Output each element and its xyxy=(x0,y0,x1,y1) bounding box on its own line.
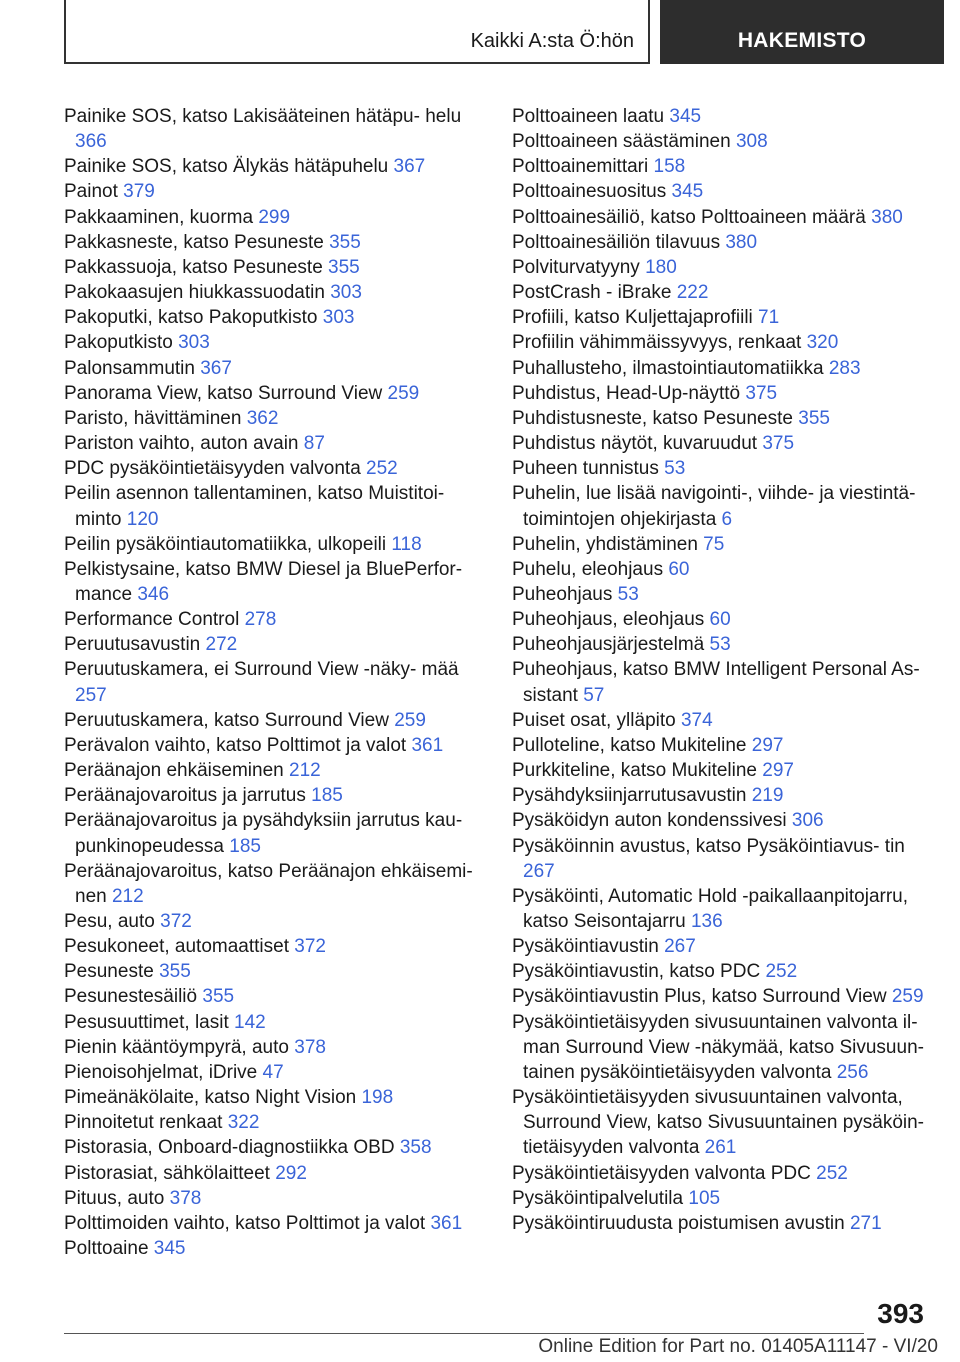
entry-term: Polttoainemittari xyxy=(512,156,649,178)
page-link[interactable]: 283 xyxy=(828,357,861,379)
index-entry xyxy=(64,1135,474,1160)
entry-term: Pakokaasujen hiukkassuodatin xyxy=(64,282,325,304)
page-link[interactable]: 362 xyxy=(246,407,279,429)
index-entry xyxy=(512,280,932,305)
index-entry xyxy=(512,708,932,733)
index-entry xyxy=(64,708,474,733)
page-link[interactable]: 259 xyxy=(394,709,426,731)
page-link[interactable]: 219 xyxy=(751,785,784,807)
entry-term: Pysäköintiavustin Plus, katso Surround View xyxy=(512,986,887,1008)
page-link[interactable]: 361 xyxy=(430,1212,463,1234)
index-entry xyxy=(512,959,932,984)
entry-term: Pesusuuttimet, lasit xyxy=(64,1011,229,1033)
entry-term: Perävalon vaihto, katso Polttimot ja valot xyxy=(64,734,407,756)
page-link[interactable]: 372 xyxy=(294,936,326,958)
index-entry xyxy=(512,406,932,431)
entry-term: Profiilin vähimmäissyvyys, renkaat xyxy=(512,332,802,354)
page-link[interactable]: 53 xyxy=(709,634,731,656)
entry-term: Polttimoiden vaihto, katso Polttimot ja valot xyxy=(64,1212,426,1234)
index-entry xyxy=(512,657,932,707)
entry-term: Pysäköintiavustin, katso PDC xyxy=(512,961,761,983)
entry-term: Painike SOS, katso Älykäs hätäpuhelu xyxy=(64,156,389,178)
index-entry xyxy=(64,381,474,406)
index-entry xyxy=(64,154,474,179)
index-entry xyxy=(64,406,474,431)
entry-term: Pituus, auto xyxy=(64,1187,165,1209)
index-entry xyxy=(64,557,474,607)
page-link[interactable]: 380 xyxy=(871,206,903,228)
page-link[interactable]: 259 xyxy=(387,382,420,404)
entry-term: Puiset osat, ylläpito xyxy=(512,709,676,731)
index-entry xyxy=(512,305,932,330)
page-link[interactable]: 345 xyxy=(153,1238,186,1260)
page-link[interactable]: 355 xyxy=(328,256,360,278)
page-link[interactable]: 47 xyxy=(262,1061,284,1083)
page-link[interactable]: 118 xyxy=(391,533,422,555)
entry-term: Pysäköintietäisyyden sivusuuntainen valvonta, Surround View, katso Sivusuuntainen pysäköin‐ tietäisyyden valvonta xyxy=(512,1087,925,1159)
entry-term: Panorama View, katso Surround View xyxy=(64,382,383,404)
entry-term: Painike SOS, katso Lakisääteinen hätäpu‐ helu xyxy=(64,106,462,127)
index-entry xyxy=(512,330,932,355)
index-entry xyxy=(64,1060,474,1085)
index-column-left xyxy=(64,104,474,1261)
entry-term: Pinnoitetut renkaat xyxy=(64,1112,223,1134)
index-entry xyxy=(64,230,474,255)
entry-term: Pakoputkisto xyxy=(64,332,173,354)
page-link[interactable]: 75 xyxy=(703,533,725,555)
page-link[interactable]: 53 xyxy=(617,583,639,605)
page-link[interactable]: 57 xyxy=(583,684,605,706)
index-entry xyxy=(64,733,474,758)
index-entry xyxy=(64,356,474,381)
entry-term: Pienin kääntöympyrä, auto xyxy=(64,1036,289,1058)
index-entry xyxy=(64,481,474,531)
index-entry xyxy=(512,557,932,582)
entry-term: Pienoisohjelmat, iDrive xyxy=(64,1061,258,1083)
index-entry xyxy=(512,431,932,456)
page-link[interactable]: 346 xyxy=(137,583,170,605)
page-link[interactable]: 272 xyxy=(205,634,238,656)
index-entry xyxy=(512,129,932,154)
page-link[interactable]: 355 xyxy=(329,231,361,253)
page-link[interactable]: 185 xyxy=(229,835,261,857)
entry-term: Profiili, katso Kuljettajaprofiili xyxy=(512,307,753,329)
index-entry xyxy=(64,909,474,934)
entry-term: Pakkasneste, katso Pesuneste xyxy=(64,231,324,253)
page-link[interactable]: 222 xyxy=(676,282,709,304)
entry-term: Puhdistus, Head-Up-näyttö xyxy=(512,382,741,404)
entry-term: Pysäköinnin avustus, katso Pysäköintiavus‐ tin xyxy=(512,835,905,857)
index-entry xyxy=(512,808,932,833)
index-entry xyxy=(512,1211,932,1236)
index-entry xyxy=(64,959,474,984)
index-entry xyxy=(64,657,474,707)
page-link[interactable]: 297 xyxy=(762,760,794,782)
index-entry xyxy=(512,381,932,406)
page-link[interactable]: 303 xyxy=(178,332,210,354)
entry-term: Pysäköinti, Automatic Hold -paikallaanpitojarru, katso Seisontajarru xyxy=(512,885,909,932)
index-entry xyxy=(512,456,932,481)
index-entry xyxy=(64,431,474,456)
index-entry xyxy=(512,1186,932,1211)
page-link[interactable]: 212 xyxy=(111,885,144,907)
page-link[interactable]: 198 xyxy=(361,1087,394,1109)
entry-term: Puhelin, yhdistäminen xyxy=(512,533,698,555)
page-link[interactable]: 60 xyxy=(709,609,731,631)
index-entry xyxy=(64,330,474,355)
entry-term: Pesukoneet, automaattiset xyxy=(64,936,289,958)
page-link[interactable]: 375 xyxy=(762,433,795,455)
index-entry xyxy=(64,1161,474,1186)
entry-term: Puheen tunnistus xyxy=(512,458,659,480)
page-link[interactable]: 256 xyxy=(836,1061,869,1083)
page-link[interactable]: 180 xyxy=(645,256,677,278)
entry-term: Puhallusteho, ilmastointiautomatiikka xyxy=(512,357,824,379)
index-entry xyxy=(512,758,932,783)
index-entry xyxy=(512,834,932,884)
page-link[interactable]: 120 xyxy=(126,508,159,530)
page-link[interactable]: 278 xyxy=(244,609,277,631)
index-entry xyxy=(64,934,474,959)
page-link[interactable]: 212 xyxy=(289,760,321,782)
page-link[interactable]: 297 xyxy=(751,734,784,756)
entry-term: Palonsammutin xyxy=(64,357,195,379)
entry-term: Peräänajovaroitus, katso Peräänajon ehkäisemi‐ nen xyxy=(64,860,473,907)
entry-term: Puheohjaus, eleohjaus xyxy=(512,609,705,631)
entry-term: Puheohjausjärjestelmä xyxy=(512,634,705,656)
entry-term: Pulloteline, katso Mukiteline xyxy=(512,734,747,756)
page-link[interactable]: 271 xyxy=(849,1212,882,1234)
entry-term: Peilin pysäköintiautomatiikka, ulkopeili xyxy=(64,533,387,555)
page-link[interactable]: 6 xyxy=(721,508,733,530)
page-link[interactable]: 380 xyxy=(725,231,758,253)
page-link[interactable]: 267 xyxy=(523,860,555,882)
page-link[interactable]: 379 xyxy=(123,181,155,203)
entry-term: Pysäköintietäisyyden valvonta PDC xyxy=(512,1162,811,1184)
index-entry xyxy=(512,1085,932,1160)
entry-term: Paristo, hävittäminen xyxy=(64,407,242,429)
entry-term: Pesuneste xyxy=(64,961,154,983)
index-entry xyxy=(512,984,932,1009)
page-link[interactable]: 372 xyxy=(160,911,192,932)
page-link[interactable]: 60 xyxy=(668,558,690,580)
page-link[interactable]: 322 xyxy=(227,1112,260,1134)
page-link[interactable]: 367 xyxy=(393,156,426,178)
entry-term: Pakkassuoja, katso Pesuneste xyxy=(64,256,323,278)
entry-term: Polttoaineen säästäminen xyxy=(512,131,731,153)
page-link[interactable]: 292 xyxy=(275,1162,307,1184)
entry-term: Pesunestesäiliö xyxy=(64,986,198,1008)
page-link[interactable]: 53 xyxy=(664,458,686,480)
page-link[interactable]: 303 xyxy=(322,307,355,329)
entry-term: Pakkaaminen, kuorma xyxy=(64,206,254,228)
index-entry xyxy=(512,1010,932,1085)
index-entry xyxy=(64,984,474,1009)
page-link[interactable]: 358 xyxy=(399,1137,432,1159)
index-entry xyxy=(64,859,474,909)
page-number: 393 xyxy=(877,1298,924,1329)
page-link[interactable]: 367 xyxy=(200,357,232,379)
entry-term: Pariston vaihto, auton avain xyxy=(64,433,299,455)
index-entry xyxy=(512,934,932,959)
entry-term: PDC pysäköintietäisyyden valvonta xyxy=(64,458,361,480)
entry-term: Pakoputki, katso Pakoputkisto xyxy=(64,307,318,329)
index-entry xyxy=(512,884,932,934)
page-link[interactable]: 261 xyxy=(704,1137,737,1159)
page-link[interactable]: 355 xyxy=(798,407,830,429)
index-entry xyxy=(512,783,932,808)
index-entry xyxy=(64,104,474,154)
index-entry xyxy=(64,607,474,632)
page-link[interactable]: 374 xyxy=(680,709,713,731)
entry-term: Puheohjaus, katso BMW Intelligent Personal As‐ sistant xyxy=(512,659,920,706)
page-link[interactable]: 299 xyxy=(258,206,291,228)
entry-term: Polttoainesäiliön tilavuus xyxy=(512,231,721,253)
index-entry xyxy=(512,733,932,758)
page-link[interactable]: 252 xyxy=(816,1162,848,1184)
page-link[interactable]: 355 xyxy=(202,986,235,1008)
entry-term: Pimeänäkölaite, katso Night Vision xyxy=(64,1087,357,1109)
entry-term: Pesu, auto xyxy=(64,911,155,932)
entry-term: Peräänajovaroitus ja jarrutus xyxy=(64,785,306,807)
entry-term: Pysäköintipalvelutila xyxy=(512,1187,684,1209)
index-entry xyxy=(64,305,474,330)
index-entry xyxy=(512,481,932,531)
index-entry xyxy=(512,356,932,381)
entry-term: Pistorasiat, sähkölaitteet xyxy=(64,1162,270,1184)
page-link[interactable]: 158 xyxy=(653,156,686,178)
entry-term: Pysäköintiruudusta poistumisen avustin xyxy=(512,1212,845,1234)
index-entry xyxy=(512,607,932,632)
index-entry xyxy=(64,783,474,808)
page-link[interactable]: 306 xyxy=(791,810,824,832)
index-entry xyxy=(64,179,474,204)
page-link[interactable]: 375 xyxy=(745,382,778,404)
entry-term: Puhdistusneste, katso Pesuneste xyxy=(512,407,793,429)
page-link[interactable]: 257 xyxy=(75,684,107,706)
index-entry xyxy=(512,632,932,657)
entry-term: Pistorasia, Onboard-diagnostiikka OBD xyxy=(64,1137,395,1159)
index-entry xyxy=(64,205,474,230)
page-link[interactable]: 105 xyxy=(688,1187,721,1209)
entry-term: Peräänajon ehkäiseminen xyxy=(64,760,284,782)
index-entry xyxy=(64,1211,474,1236)
index-entry xyxy=(512,179,932,204)
entry-term: PostCrash - iBrake xyxy=(512,282,672,304)
index-entry xyxy=(64,632,474,657)
entry-term: Pysäköidyn auton kondenssivesi xyxy=(512,810,787,832)
index-entry xyxy=(64,255,474,280)
page-link[interactable]: 185 xyxy=(311,785,343,807)
index-entry xyxy=(64,532,474,557)
entry-term: Performance Control xyxy=(64,609,240,631)
page-link[interactable]: 345 xyxy=(669,106,702,127)
section-title: Kaikki A:sta Ö:hön xyxy=(470,30,634,52)
index-entry xyxy=(64,1236,474,1261)
index-entry xyxy=(64,456,474,481)
page-link[interactable]: 308 xyxy=(735,131,768,153)
footer-divider xyxy=(64,1333,864,1334)
page-link[interactable]: 378 xyxy=(169,1187,202,1209)
index-entry xyxy=(64,758,474,783)
entry-term: Purkkiteline, katso Mukiteline xyxy=(512,760,757,782)
entry-term: Polttoaineen laatu xyxy=(512,106,665,127)
page-link[interactable]: 87 xyxy=(303,433,325,455)
page-link[interactable]: 355 xyxy=(159,961,191,983)
entry-term: Peruutusavustin xyxy=(64,634,201,656)
entry-term: Puhelin, lue lisää navigointi-, viihde- ja viestintä‐ toimintojen ohjekirjasta xyxy=(512,483,916,530)
entry-term: Pysähdyksiinjarrutusavustin xyxy=(512,785,747,807)
footer-edition: Online Edition for Part no. 01405A11147 - VI/20 xyxy=(538,1336,938,1357)
entry-term: Peruutuskamera, katso Surround View xyxy=(64,709,389,731)
page-link[interactable]: 320 xyxy=(806,332,839,354)
page-link[interactable]: 366 xyxy=(75,131,107,153)
page-link[interactable]: 303 xyxy=(330,282,362,304)
entry-term: Polttoaine xyxy=(64,1238,149,1260)
index-entry xyxy=(512,154,932,179)
index-column-right xyxy=(512,104,932,1236)
entry-term: Pysäköintietäisyyden sivusuuntainen valvonta il‐ man Surround View -näkymää, katso Sivusuun‐ tainen pysäköintietäisyyden valvonta xyxy=(512,1011,924,1083)
index-entry xyxy=(64,1186,474,1211)
entry-term: Pelkistysaine, katso BMW Diesel ja BluePerfor‐ mance xyxy=(64,558,463,605)
page-link[interactable]: 252 xyxy=(765,961,798,983)
entry-term: Polttoainesäiliö, katso Polttoaineen määrä xyxy=(512,206,866,228)
page-link[interactable]: 252 xyxy=(366,458,398,480)
index-entry xyxy=(512,1161,932,1186)
index-entry xyxy=(64,1110,474,1135)
index-entry xyxy=(64,1035,474,1060)
index-entry xyxy=(64,808,474,858)
index-entry xyxy=(512,104,932,129)
entry-term: Peilin asennon tallentaminen, katso Muistitoi‐ minto xyxy=(64,483,445,530)
entry-term: Peräänajovaroitus ja pysähdyksiin jarrutus kau‐ punkinopeudessa xyxy=(64,810,463,857)
page-link[interactable]: 345 xyxy=(671,181,704,203)
entry-term: Puheohjaus xyxy=(512,583,613,605)
index-entry xyxy=(64,1085,474,1110)
entry-term: Puhelu, eleohjaus xyxy=(512,558,664,580)
entry-term: Peruutuskamera, ei Surround View -näky‐ mää xyxy=(64,659,459,681)
index-entry xyxy=(512,532,932,557)
header-section-box xyxy=(64,0,650,64)
index-entry xyxy=(64,280,474,305)
entry-term: Polttoainesuositus xyxy=(512,181,667,203)
page-link[interactable]: 71 xyxy=(758,307,780,329)
page-link[interactable]: 136 xyxy=(690,911,723,932)
entry-term: Polviturvatyyny xyxy=(512,256,640,278)
entry-term: Painot xyxy=(64,181,118,203)
entry-term: Puhdistus näytöt, kuvaruudut xyxy=(512,433,758,455)
page-link[interactable]: 259 xyxy=(891,986,924,1008)
index-tab[interactable]: HAKEMISTO xyxy=(660,0,944,64)
index-entry xyxy=(512,255,932,280)
index-entry xyxy=(64,1010,474,1035)
index-entry xyxy=(512,582,932,607)
entry-term: Pysäköintiavustin xyxy=(512,936,659,958)
index-entry xyxy=(512,230,932,255)
index-entry xyxy=(512,205,932,230)
page-link[interactable]: 361 xyxy=(411,734,444,756)
page-link[interactable]: 378 xyxy=(294,1036,326,1058)
page-link[interactable]: 142 xyxy=(234,1011,266,1033)
page-link[interactable]: 267 xyxy=(664,936,696,958)
